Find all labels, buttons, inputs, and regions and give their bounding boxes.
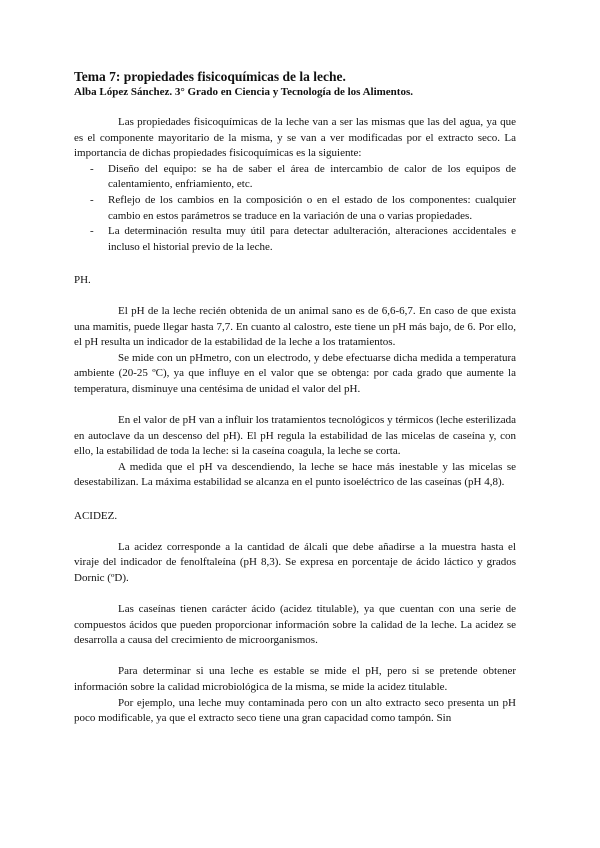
section-heading-acidez: ACIDEZ. <box>74 510 118 523</box>
acidez-paragraph-2: Las caseínas tienen carácter ácido (acidez titulable), ya que cuentan con una serie de compuestos ácidos que pueden proporcionar información sobre la calidad de la leche. La acidez se desarrolla a causa del crecimiento de microorganismos. <box>74 603 516 647</box>
acidez-paragraph-3: Para determinar si una leche es estable se mide el pH, pero si se pretende obtener información sobre la calidad microbiológica de la misma, se mide la acidez titulable. <box>74 665 516 693</box>
section-heading-ph: PH. <box>74 274 91 287</box>
ph-paragraph-1: El pH de la leche recién obtenida de un animal sano es de 6,6-6,7. En caso de que exista una mamitis, puede llegar hasta 7,7. En cuanto al calostro, este tiene un pH más bajo, de 6. Por ello, el pH resulta un indicador de la estabilidad de la leche a los tratamientos. <box>74 304 516 349</box>
acidez-paragraph-1: La acidez corresponde a la cantidad de álcali que debe añadirse a la muestra hasta el viraje del indicador de fenolftaleína (pH 8,3). Se expresa en porcentaje de ácido láctico y grados Dornic (ºD). <box>74 540 516 584</box>
doc-subtitle: Alba López Sánchez. 3° Grado en Ciencia y Tecnología de los Alimentos. <box>74 86 413 98</box>
doc-title: Tema 7: propiedades fisicoquímicas de la leche. <box>74 69 346 84</box>
acidez-paragraph-4: Por ejemplo, una leche muy contaminada pero con un alto extracto seco presenta un pH poco modificable, ya que el extracto seco tiene una gran capacidad como tampón. Sin <box>74 696 516 725</box>
ph-paragraph-2: Se mide con un pHmetro, con un electrodo, y debe efectuarse dicha medida a temperatura ambiente (20-25 ºC), ya que influye en el valor que se obtenga: por cada grado que aumente la temperatura, disminuye una centésima de unidad el valor del pH. <box>74 351 516 395</box>
list-item: - Reflejo de los cambios en la composición o en el estado de los componentes: cualquier cambio en estos parámetros se traduce en la variación de una o varias propiedades. <box>108 193 516 224</box>
list-item: - Diseño del equipo: se ha de saber el área de intercambio de calor de los equipos de calentamiento, enfriamiento, etc. <box>108 162 516 193</box>
ph-paragraph-4: A medida que el pH va descendiendo, la leche se hace más inestable y las micelas se desestabilizan. La máxima estabilidad se alcanza en el punto isoeléctrico de las caseínas (pH 4,8). <box>74 460 516 489</box>
ph-paragraph-3: En el valor de pH van a influir los tratamientos tecnológicos y térmicos (leche esterilizada en autoclave da un descenso del pH). El pH regula la estabilidad de las micelas de caseína y, con ello, la estabilidad de toda la leche: si la caseína coagula, la leche se corta. <box>74 414 516 458</box>
intro-paragraph: Las propiedades fisicoquímicas de la leche van a ser las mismas que las del agua, ya que es el componente mayoritario de la misma, y se van a ver modificadas por el extracto seco. La importancia de dichas propiedades fisicoquímicas es la siguiente: <box>74 116 516 160</box>
list-item: - La determinación resulta muy útil para detectar adulteración, alteraciones accidentales e incluso el historial previo de la leche. <box>108 224 516 255</box>
importance-list <box>74 162 516 256</box>
